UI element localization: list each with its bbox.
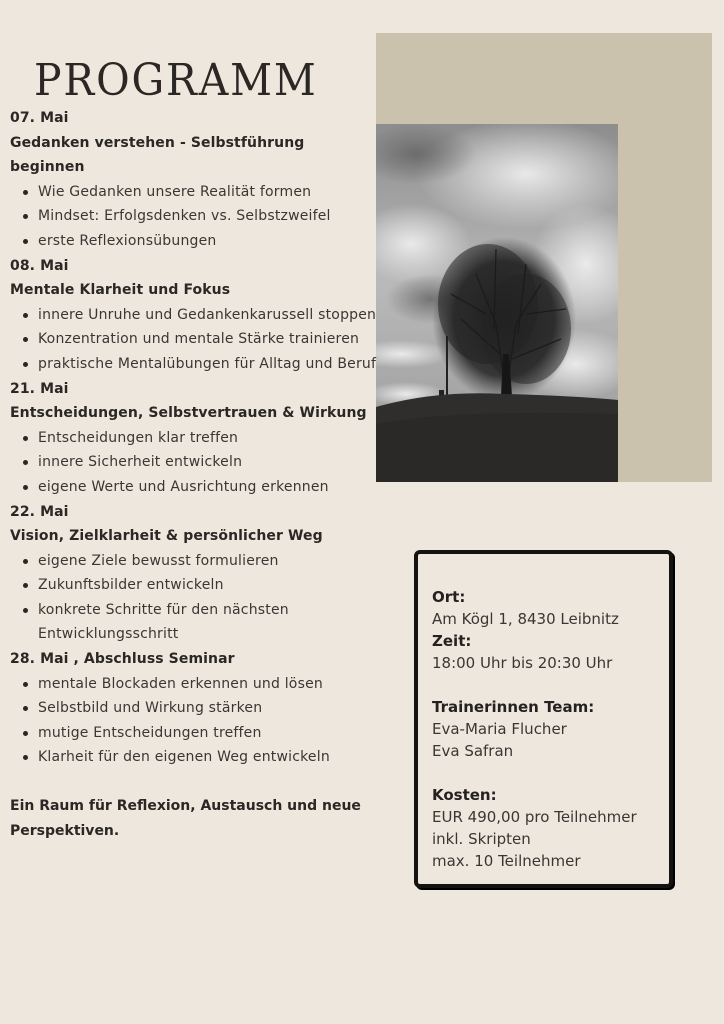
- list-item: mentale Blockaden erkennen und lösen: [38, 672, 382, 697]
- session-topic: Vision, Zielklarheit & persönlicher Weg: [10, 528, 323, 545]
- trainer-name: Eva Safran: [432, 742, 514, 760]
- list-item: erste Reflexionsübungen: [38, 229, 382, 254]
- info-content: [432, 586, 637, 872]
- session-3: [10, 377, 382, 500]
- program-schedule: [10, 106, 382, 843]
- list-item: Wie Gedanken unsere Realität formen: [38, 180, 382, 205]
- location-label: Ort:: [432, 588, 466, 606]
- list-item: innere Sicherheit entwickeln: [38, 450, 382, 475]
- time-value: 18:00 Uhr bis 20:30 Uhr: [432, 654, 613, 672]
- list-item: konkrete Schritte für den nächsten Entwicklungsschritt: [38, 598, 382, 647]
- session-2: [10, 254, 382, 377]
- list-item: eigene Ziele bewusst formulieren: [38, 549, 382, 574]
- closing-statement: Ein Raum für Reflexion, Austausch und neue Perspektiven.: [10, 798, 361, 839]
- session-5: [10, 647, 382, 770]
- session-date: 08. Mai: [10, 257, 69, 274]
- list-item: mutige Entscheidungen treffen: [38, 721, 382, 746]
- list-item: Mindset: Erfolgsdenken vs. Selbstzweifel: [38, 204, 382, 229]
- list-item: Konzentration und mentale Stärke trainieren: [38, 327, 382, 352]
- session-items: [10, 672, 382, 770]
- cost-note: inkl. Skripten: [432, 830, 531, 848]
- list-item: eigene Werte und Ausrichtung erkennen: [38, 475, 382, 500]
- participant-limit: max. 10 Teilnehmer: [432, 852, 581, 870]
- trainer-name: Eva-Maria Flucher: [432, 720, 567, 738]
- time-label: Zeit:: [432, 632, 472, 650]
- session-date: 22. Mai: [10, 503, 69, 520]
- list-item: praktische Mentalübungen für Alltag und Beruf: [38, 352, 382, 377]
- session-4: [10, 500, 382, 648]
- team-label: Trainerinnen Team:: [432, 698, 595, 716]
- list-item: innere Unruhe und Gedankenkarussell stoppen: [38, 303, 382, 328]
- tree-photo: [376, 124, 618, 482]
- session-items: [10, 180, 382, 254]
- list-item: Entscheidungen klar treffen: [38, 426, 382, 451]
- tree-on-hill-image: [376, 124, 618, 482]
- session-1: [10, 106, 382, 254]
- session-items: [10, 549, 382, 647]
- list-item: Klarheit für den eigenen Weg entwickeln: [38, 745, 382, 770]
- session-items: [10, 426, 382, 500]
- location-value: Am Kögl 1, 8430 Leibnitz: [432, 610, 619, 628]
- session-date: 21. Mai: [10, 380, 69, 397]
- session-date: 28. Mai , Abschluss Seminar: [10, 651, 235, 668]
- session-topic: Entscheidungen, Selbstvertrauen & Wirkung: [10, 405, 367, 422]
- session-topic: Gedanken verstehen - Selbstführung beginnen: [10, 134, 305, 176]
- page-title: PROGRAMM: [34, 55, 318, 107]
- cost-value: EUR 490,00 pro Teilnehmer: [432, 808, 637, 826]
- session-topic: Mentale Klarheit und Fokus: [10, 282, 231, 299]
- list-item: Zukunftsbilder entwickeln: [38, 573, 382, 598]
- list-item: Selbstbild und Wirkung stärken: [38, 696, 382, 721]
- session-date: 07. Mai: [10, 110, 69, 126]
- cost-label: Kosten:: [432, 786, 497, 804]
- session-items: [10, 303, 382, 377]
- info-box: [414, 550, 673, 888]
